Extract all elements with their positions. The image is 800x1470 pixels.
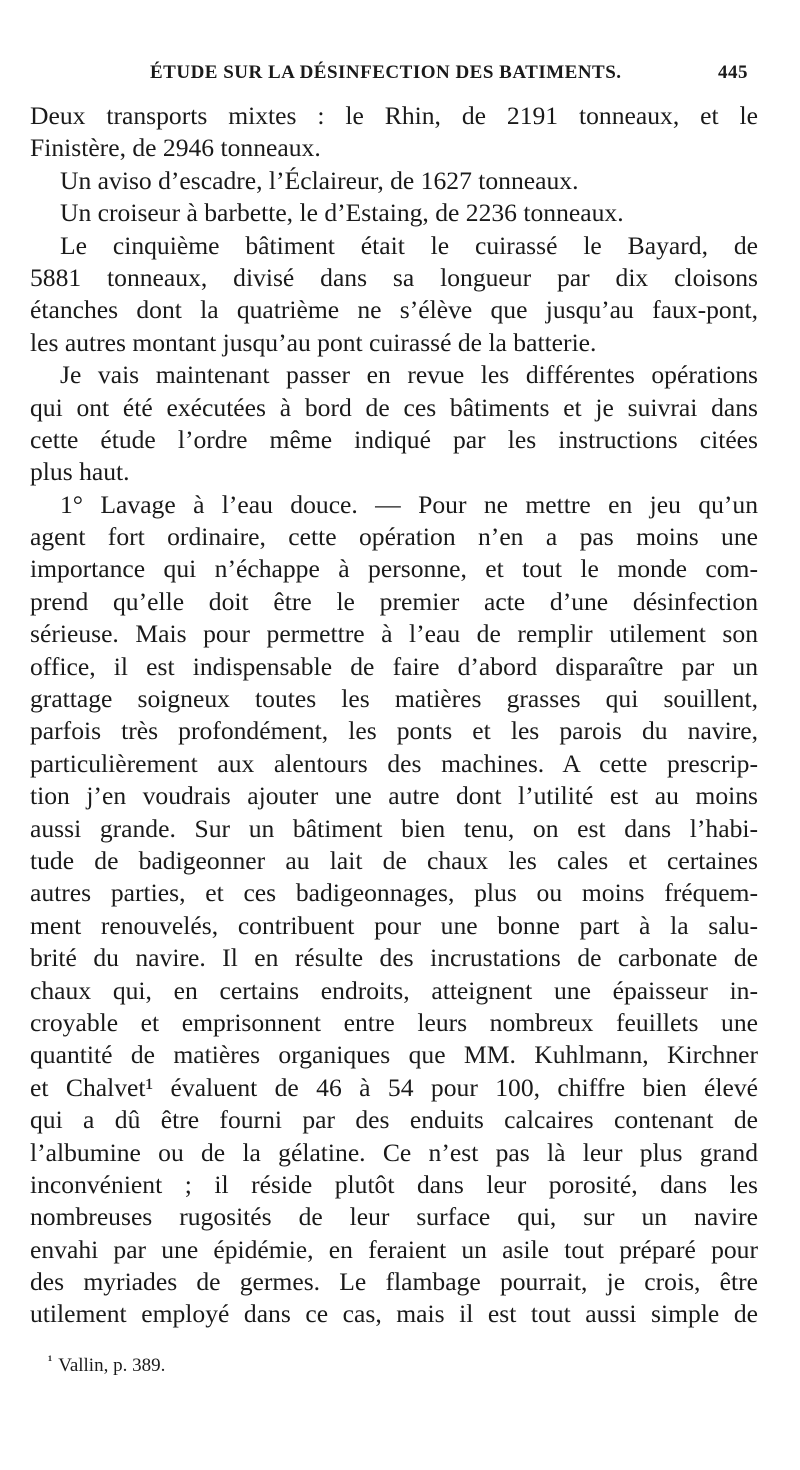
body-text xyxy=(30,100,758,1331)
text-line: quantité de matières organiques que MM. Kuhlmann, Kirchner xyxy=(30,1040,758,1070)
text-line: prend qu’elle doit être le premier acte d’une désinfection xyxy=(30,586,758,616)
text-line: et Chalvet¹ évaluent de 46 à 54 pour 100, chiffre bien élevé xyxy=(30,1072,758,1102)
text-line: Un croiseur à barbette, le d’Estaing, de 2236 tonneaux. xyxy=(60,198,624,228)
text-line: envahi par une épidémie, en feraient un asile tout préparé pour xyxy=(30,1234,758,1264)
text-line: 5881 tonneaux, divisé dans sa longueur par dix cloisons xyxy=(30,262,758,292)
running-title: ÉTUDE SUR LA DÉSINFECTION DES BATIMENTS. xyxy=(150,62,622,83)
text-line: autres parties, et ces badigeonnages, plus ou moins fréquem- xyxy=(30,878,758,908)
text-line: cette étude l’ordre même indiqué par les instructions citées xyxy=(30,424,758,454)
text-line: étanches dont la quatrième ne s’élève que jusqu’au faux-pont, xyxy=(30,295,758,325)
text-line: aussi grande. Sur un bâtiment bien tenu, on est dans l’habi- xyxy=(30,813,758,843)
text-line: sérieuse. Mais pour permettre à l’eau de remplir utilement son xyxy=(30,619,758,649)
footnote-text: Vallin, p. 389. xyxy=(58,1355,166,1376)
footnote-mark: ¹ xyxy=(48,1354,53,1369)
text-line: Un aviso d’escadre, l’Éclaireur, de 1627 tonneaux. xyxy=(60,165,579,195)
text-line: Je vais maintenant passer en revue les différentes opérations xyxy=(60,360,758,390)
text-line: brité du navire. Il en résulte des incrustations de carbonate de xyxy=(30,943,758,973)
text-line: ment renouvelés, contribuent pour une bonne part à la salu- xyxy=(30,910,758,940)
text-line: grattage soigneux toutes les matières grasses qui souillent, xyxy=(30,684,758,714)
text-line: croyable et emprisonnent entre leurs nombreux feuillets une xyxy=(30,1007,758,1037)
text-line: office, il est indispensable de faire d’abord disparaître par un xyxy=(30,651,758,681)
text-line: des myriades de germes. Le flambage pourrait, je crois, être xyxy=(30,1267,758,1297)
text-line: 1° Lavage à l’eau douce. — Pour ne mettre en jeu qu’un xyxy=(60,489,758,519)
text-line: qui a dû être fourni par des enduits calcaires contenant de xyxy=(30,1105,758,1135)
page-number: 445 xyxy=(718,62,748,83)
text-line: tude de badigeonner au lait de chaux les cales et certaines xyxy=(30,845,758,875)
text-line: plus haut. xyxy=(30,457,130,487)
text-line: Finistère, de 2946 tonneaux. xyxy=(30,133,321,163)
text-line: nombreuses rugosités de leur surface qui, sur un navire xyxy=(30,1202,758,1232)
text-line: l’albumine ou de la gélatine. Ce n’est pas là leur plus grand xyxy=(30,1137,758,1167)
text-line: Deux transports mixtes : le Rhin, de 2191 tonneaux, et le xyxy=(30,101,758,130)
text-line: particulièrement aux alentours des machines. A cette prescrip- xyxy=(30,748,758,778)
text-line: chaux qui, en certains endroits, atteignent une épaisseur in- xyxy=(30,975,758,1005)
text-line: agent fort ordinaire, cette opération n’en a pas moins une xyxy=(30,522,758,552)
text-line: les autres montant jusqu’au pont cuirassé de la batterie. xyxy=(30,327,597,357)
text-line: Le cinquième bâtiment était le cuirassé le Bayard, de xyxy=(60,230,758,260)
text-line: tion j’en voudrais ajouter une autre dont l’utilité est au moins xyxy=(30,781,758,811)
text-line: inconvénient ; il réside plutôt dans leur porosité, dans les xyxy=(30,1169,758,1199)
footnote xyxy=(48,1350,165,1378)
text-line: importance qui n’échappe à personne, et tout le monde com- xyxy=(30,554,758,584)
text-line: utilement employé dans ce cas, mais il est tout aussi simple de xyxy=(30,1299,758,1329)
text-line: qui ont été exécutées à bord de ces bâtiments et je suivrai dans xyxy=(30,392,758,422)
text-line: parfois très profondément, les ponts et les parois du navire, xyxy=(30,716,758,746)
